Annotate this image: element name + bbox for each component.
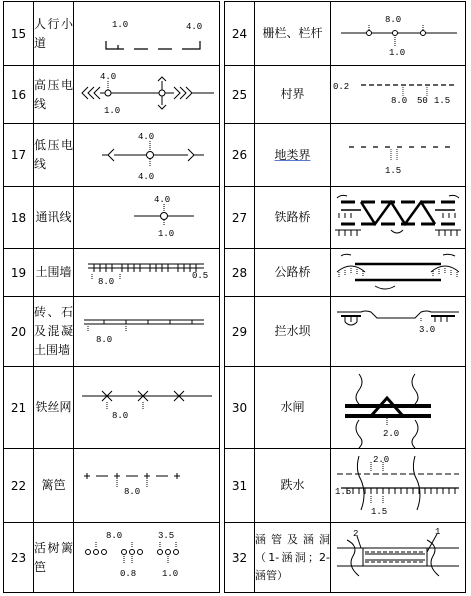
dimension-label: 3.5 [158,530,175,541]
railway-bridge-symbol [331,187,466,249]
communication-line-symbol-graphic [74,188,219,248]
row-number: 29 [225,297,255,367]
dimension-label: 1.5 [385,165,402,176]
row-number: 16 [4,66,34,124]
masonry-wall-symbol-graphic [74,298,219,366]
dimension-label: 1.0 [112,19,129,30]
symbol-name: 涵管及涵洞（1-涵洞；2-涵管） [255,523,331,593]
symbol-name: 通讯线 [34,187,74,249]
legend-row [4,249,466,297]
symbol-name: 水闸 [255,367,331,449]
dimension-label: 8.0 [98,276,115,287]
dimension-label: 8.0 [112,410,129,421]
symbol-name: 低压电线 [34,124,74,187]
village-boundary-symbol-graphic [331,67,465,123]
fence-railing-symbol-graphic [331,3,465,65]
dimension-label: 2.0 [383,428,400,439]
symbol-name: 人行小道 [34,2,74,66]
row-number: 32 [225,523,255,593]
row-number: 25 [225,66,255,124]
dimension-label: 8.0 [385,14,402,25]
earth-wall-symbol-graphic [74,250,219,296]
low-voltage-line-symbol-graphic [74,125,219,186]
row-number: 30 [225,367,255,449]
communication-line-symbol [74,187,220,249]
legend-row [4,297,466,367]
legend-row [4,124,466,187]
masonry-wall-symbol [74,297,220,367]
village-boundary-symbol [331,66,466,124]
dimension-label: 0.2 [333,81,350,92]
low-voltage-line-symbol [74,124,220,187]
row-number: 15 [4,2,34,66]
dam-symbol [331,297,466,367]
dimension-label: 8.0 [106,530,123,541]
dimension-label: 50 [417,95,428,106]
legend-row [4,449,466,523]
symbol-name: 铁路桥 [255,187,331,249]
dimension-label: 1.0 [389,47,406,58]
row-number: 20 [4,297,34,367]
dimension-label: 4.0 [138,131,155,142]
symbol-name: 公路桥 [255,249,331,297]
culvert-symbol-graphic [331,524,465,592]
symbol-name [255,124,331,187]
symbol-name: 跌水 [255,449,331,523]
dimension-label: 1.5 [434,95,451,106]
symbol-name: 铁丝网 [34,367,74,449]
footpath-symbol [74,2,220,66]
legend-row [4,187,466,249]
dimension-label: 8.0 [124,486,141,497]
sluice-gate-symbol-graphic [331,368,465,448]
row-number: 27 [225,187,255,249]
symbol-name: 土围墙 [34,249,74,297]
dimension-label: 8.0 [96,334,113,345]
land-class-boundary-symbol [331,124,466,187]
legend-table [3,1,466,593]
dimension-label: 0.8 [120,568,137,579]
dimension-label: 1.0 [104,105,121,116]
row-number: 31 [225,449,255,523]
dimension-label: 4.0 [154,194,171,205]
culvert-label: 2 [353,528,359,539]
hedge-fence-symbol [74,449,220,523]
culvert-symbol [331,523,466,593]
row-number: 24 [225,2,255,66]
dimension-label: 4.0 [186,21,203,32]
row-number: 19 [4,249,34,297]
symbol-name: 拦水坝 [255,297,331,367]
culvert-label: 1 [435,526,441,537]
dam-symbol-graphic [331,298,465,366]
legend-row [4,2,466,66]
symbol-name: 篱笆 [34,449,74,523]
dimension-label: 1.0 [162,568,179,579]
living-hedge-symbol [74,523,220,593]
railway-bridge-symbol-graphic [331,188,465,248]
legend-row [4,523,466,593]
waterfall-symbol [331,449,466,523]
symbol-name: 砖、石及混凝土围墙 [34,297,74,367]
row-number: 23 [4,523,34,593]
living-hedge-symbol-graphic [74,524,219,592]
row-number: 21 [4,367,34,449]
row-number: 28 [225,249,255,297]
dimension-label: 1.5 [335,486,352,497]
dimension-label: 1.0 [158,228,175,239]
waterfall-symbol-graphic [331,450,465,522]
highway-bridge-symbol [331,249,466,297]
dimension-label: 1.5 [371,506,388,517]
dimension-label: 4.0 [138,171,155,182]
fence-railing-symbol [331,2,466,66]
hedge-fence-symbol-graphic [74,450,219,522]
symbol-name: 村界 [255,66,331,124]
dimension-label: 2.0 [373,454,390,465]
footpath-symbol-graphic [74,3,219,65]
legend-row [4,66,466,124]
symbol-name: 高压电线 [34,66,74,124]
legend-row [4,367,466,449]
dimension-label: 3.0 [419,324,436,335]
sluice-gate-symbol [331,367,466,449]
row-number: 26 [225,124,255,187]
row-number: 17 [4,124,34,187]
dimension-label: 8.0 [391,95,408,106]
symbol-name: 活树篱笆 [34,523,74,593]
high-voltage-line-symbol [74,66,220,124]
barbed-wire-symbol-graphic [74,368,219,448]
highway-bridge-symbol-graphic [331,250,465,296]
high-voltage-line-symbol-graphic [74,67,219,123]
earth-wall-symbol [74,249,220,297]
dimension-label: 0.5 [192,270,209,281]
barbed-wire-symbol [74,367,220,449]
dimension-label: 4.0 [100,71,117,82]
symbol-name: 栅栏、栏杆 [255,2,331,66]
row-number: 18 [4,187,34,249]
row-number: 22 [4,449,34,523]
land-class-boundary-symbol-graphic [331,125,465,186]
symbol-name-text: 地类界 [274,147,311,162]
